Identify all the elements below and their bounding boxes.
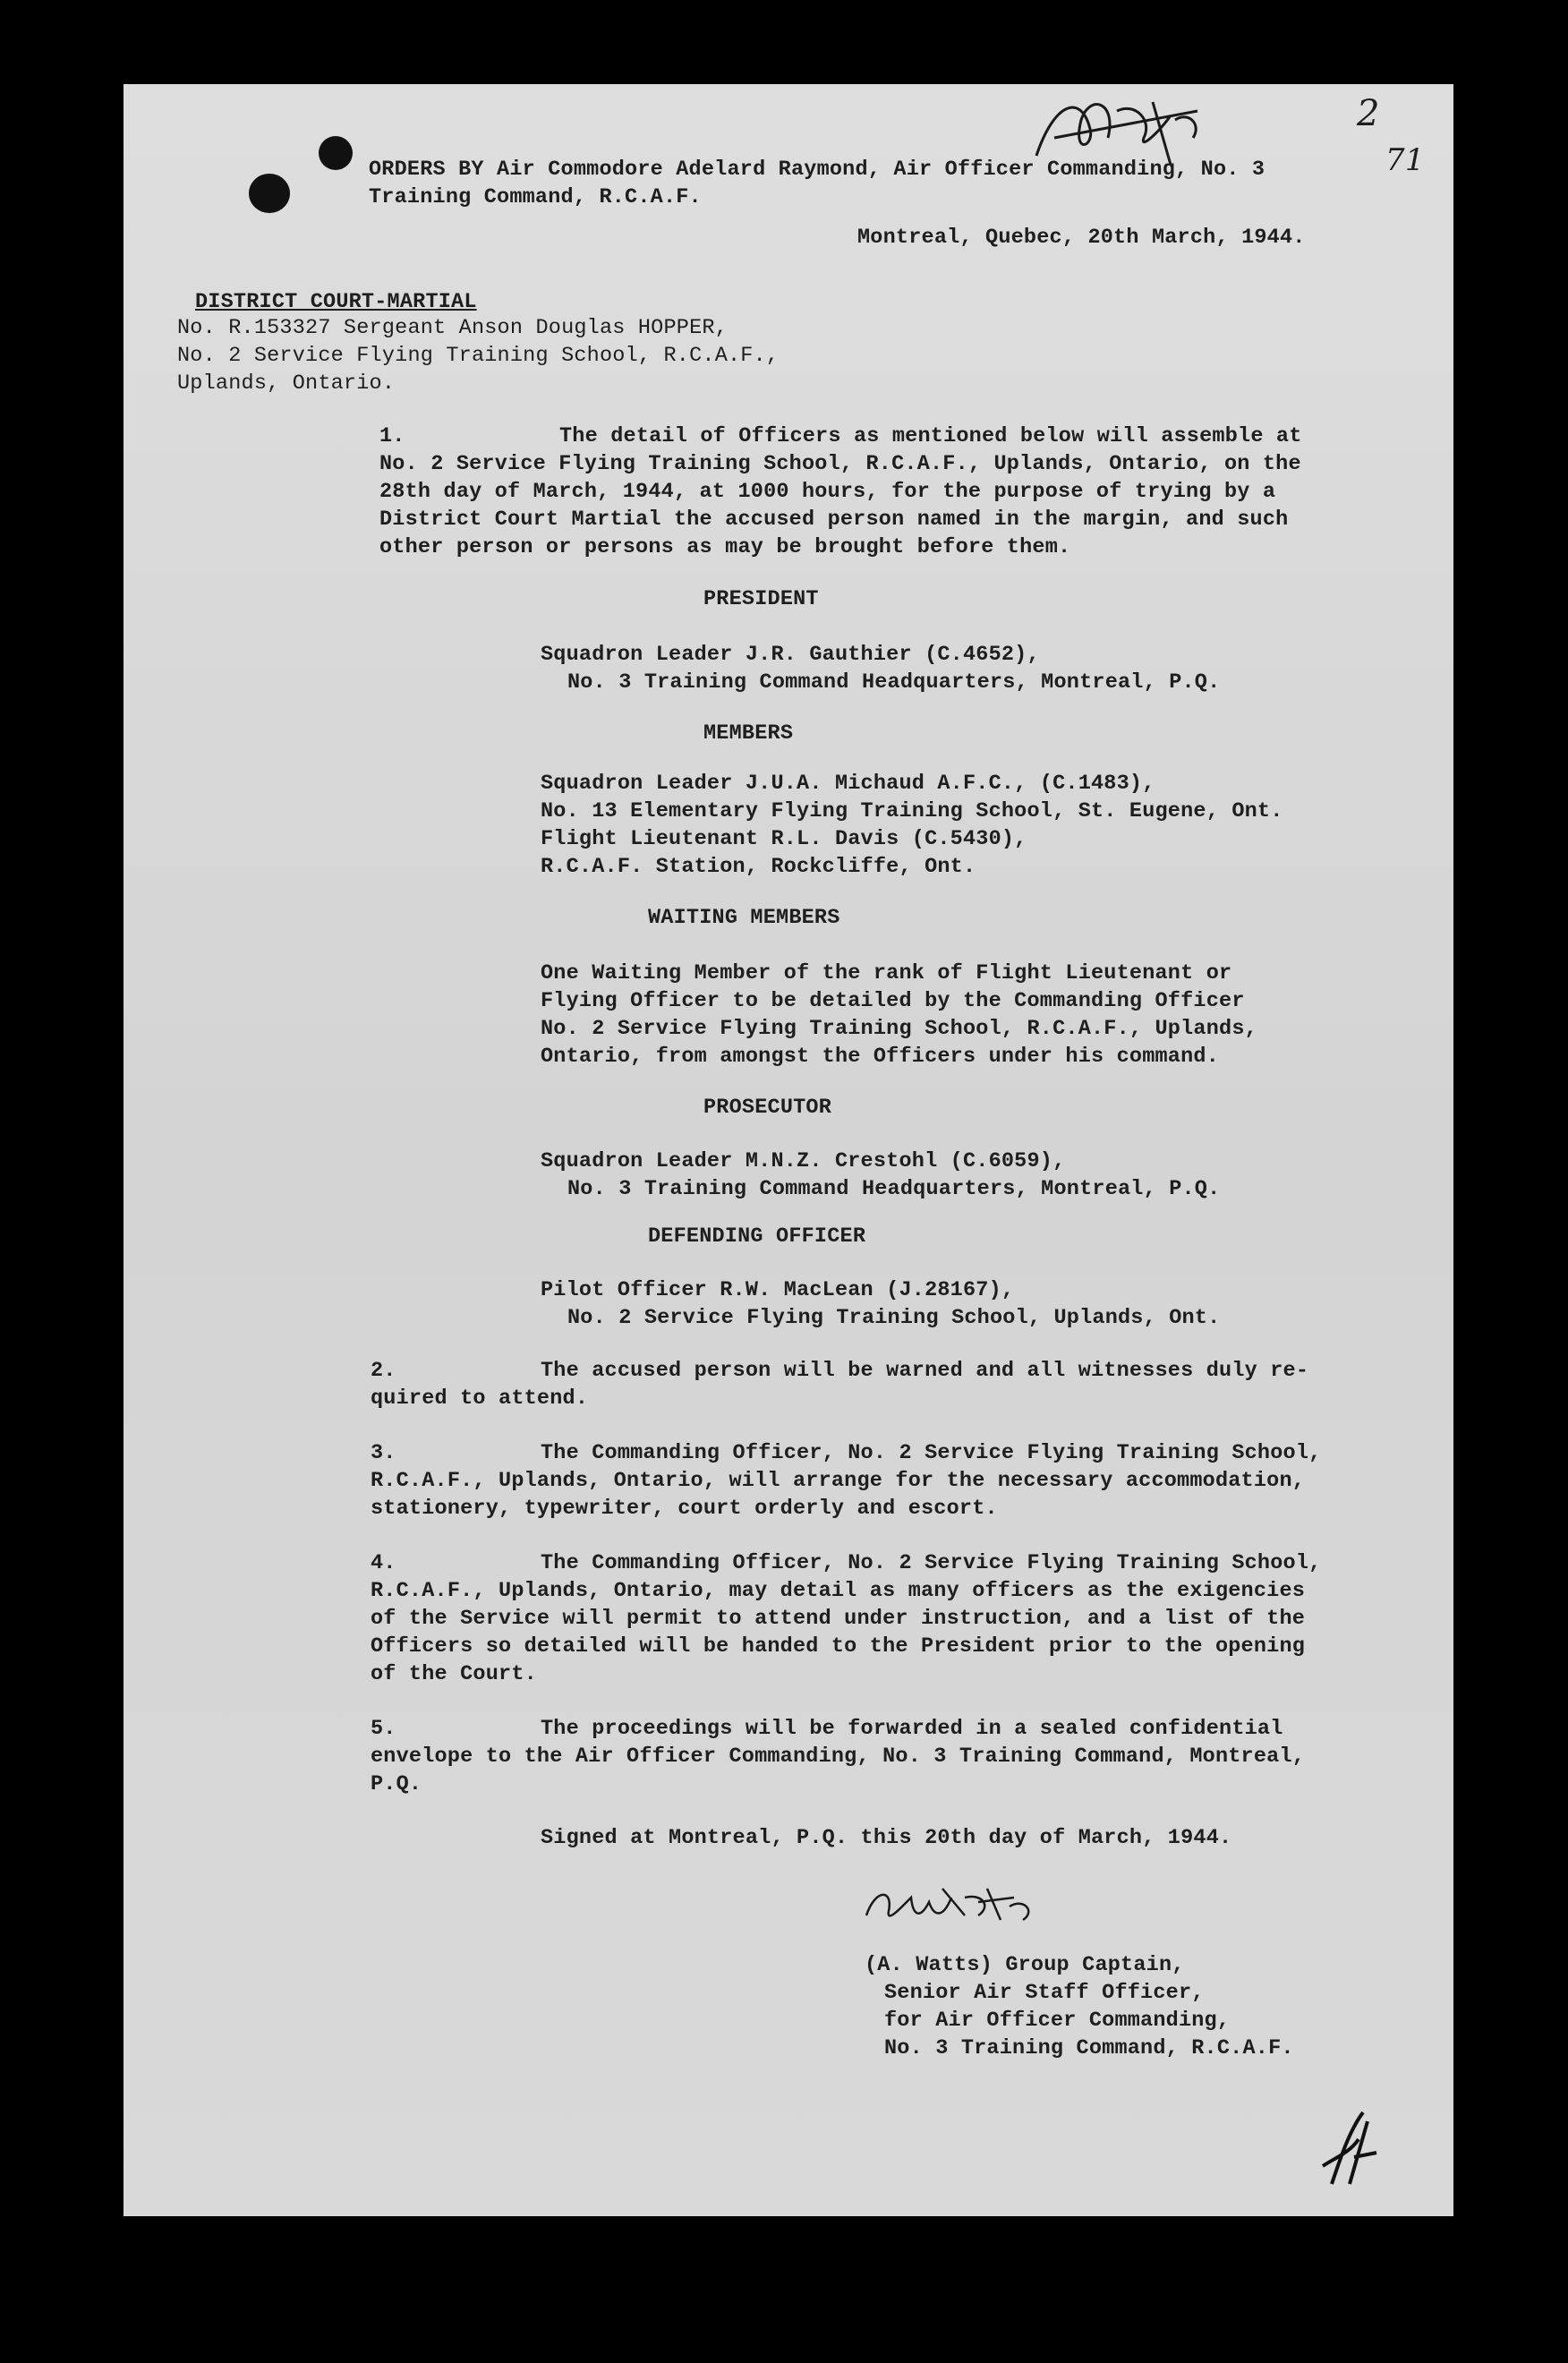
members-line-3: Flight Lieutenant R.L. Davis (C.5430), xyxy=(541,827,1027,851)
para5-line-3: P.Q. xyxy=(371,1772,422,1796)
punch-hole-top xyxy=(319,136,353,170)
signatory-line-2: Senior Air Staff Officer, xyxy=(884,1981,1205,2005)
members-heading: MEMBERS xyxy=(703,721,794,746)
margin-line-3: Uplands, Ontario. xyxy=(177,371,396,396)
waiting-line-3: No. 2 Service Flying Training School, R.C.A.F., Uplands, xyxy=(541,1017,1257,1041)
para1-line-4: District Court Martial the accused person named in the margin, and such xyxy=(379,508,1289,532)
prosecutor-line-2: No. 3 Training Command Headquarters, Montreal, P.Q. xyxy=(567,1177,1221,1201)
header-line-2: Training Command, R.C.A.F. xyxy=(369,185,702,209)
para1-line-3: 28th day of March, 1944, at 1000 hours, for the purpose of trying by a xyxy=(379,480,1276,504)
president-line-1: Squadron Leader J.R. Gauthier (C.4652), xyxy=(541,643,1040,667)
defending-line-1: Pilot Officer R.W. MacLean (J.28167), xyxy=(541,1278,1015,1302)
para3-number: 3. xyxy=(371,1441,396,1465)
para2-line-1: The accused person will be warned and all witnesses duly re- xyxy=(541,1359,1309,1383)
margin-title: DISTRICT COURT-MARTIAL xyxy=(195,290,477,314)
members-line-1: Squadron Leader J.U.A. Michaud A.F.C., (C.1483), xyxy=(541,772,1155,796)
president-line-2: No. 3 Training Command Headquarters, Montreal, P.Q. xyxy=(567,670,1221,695)
para5-line-2: envelope to the Air Officer Commanding, No. 3 Training Command, Montreal, xyxy=(371,1745,1306,1769)
punch-hole-second xyxy=(249,174,290,213)
para4-line-1: The Commanding Officer, No. 2 Service Flying Training School, xyxy=(541,1551,1322,1575)
waiting-line-1: One Waiting Member of the rank of Flight Lieutenant or xyxy=(541,961,1232,985)
para1-line-2: No. 2 Service Flying Training School, R.C.A.F., Uplands, Ontario, on the xyxy=(379,452,1301,476)
prosecutor-line-1: Squadron Leader M.N.Z. Crestohl (C.6059), xyxy=(541,1149,1066,1173)
defending-heading: DEFENDING OFFICER xyxy=(648,1224,866,1249)
place-date: Montreal, Quebec, 20th March, 1944. xyxy=(857,226,1306,250)
para4-number: 4. xyxy=(371,1551,396,1575)
para4-line-4: Officers so detailed will be handed to the President prior to the opening xyxy=(371,1634,1306,1659)
para2-line-2: quired to attend. xyxy=(371,1386,589,1411)
margin-line-2: No. 2 Service Flying Training School, R.C.A.F., xyxy=(177,344,780,368)
header-line-1: ORDERS BY Air Commodore Adelard Raymond, Air Officer Commanding, No. 3 xyxy=(369,158,1265,182)
members-line-4: R.C.A.F. Station, Rockcliffe, Ont. xyxy=(541,855,976,879)
para2-number: 2. xyxy=(371,1359,396,1383)
waiting-heading: WAITING MEMBERS xyxy=(648,906,840,930)
para4-line-5: of the Court. xyxy=(371,1662,537,1686)
signed-line: Signed at Montreal, P.Q. this 20th day of March, 1944. xyxy=(541,1826,1232,1850)
para4-line-3: of the Service will permit to attend under instruction, and a list of the xyxy=(371,1607,1306,1631)
para5-line-1: The proceedings will be forwarded in a sealed confidential xyxy=(541,1717,1283,1741)
page-mark-2: 2 xyxy=(1357,93,1380,134)
members-line-2: No. 13 Elementary Flying Training School, St. Eugene, Ont. xyxy=(541,799,1283,823)
para4-line-2: R.C.A.F., Uplands, Ontario, may detail as many officers as the exigencies xyxy=(371,1579,1306,1603)
para3-line-1: The Commanding Officer, No. 2 Service Flying Training School, xyxy=(541,1441,1322,1465)
signatory-line-4: No. 3 Training Command, R.C.A.F. xyxy=(884,2036,1294,2060)
para5-number: 5. xyxy=(371,1717,396,1741)
para1-line-5: other person or persons as may be brought before them. xyxy=(379,535,1071,559)
signature-a-watts xyxy=(857,1871,1054,1942)
signatory-line-3: for Air Officer Commanding, xyxy=(884,2009,1231,2033)
margin-line-1: No. R.153327 Sergeant Anson Douglas HOPPER, xyxy=(177,316,728,340)
para3-line-2: R.C.A.F., Uplands, Ontario, will arrange for the necessary accommodation, xyxy=(371,1469,1306,1493)
waiting-line-2: Flying Officer to be detailed by the Commanding Officer xyxy=(541,989,1245,1013)
signatory-line-1: (A. Watts) Group Captain, xyxy=(865,1953,1185,1977)
page-mark-71: 71 xyxy=(1385,142,1425,178)
para3-line-3: stationery, typewriter, court orderly and escort. xyxy=(371,1497,998,1521)
defending-line-2: No. 2 Service Flying Training School, Uplands, Ont. xyxy=(567,1306,1221,1330)
document-page xyxy=(124,84,1453,2216)
para1-number: 1. xyxy=(379,424,405,448)
handwritten-mark-bottom xyxy=(1314,2103,1385,2193)
para1-line-1: The detail of Officers as mentioned below will assemble at xyxy=(559,424,1302,448)
prosecutor-heading: PROSECUTOR xyxy=(703,1096,832,1120)
waiting-line-4: Ontario, from amongst the Officers under his command. xyxy=(541,1045,1220,1069)
president-heading: PRESIDENT xyxy=(703,587,819,611)
